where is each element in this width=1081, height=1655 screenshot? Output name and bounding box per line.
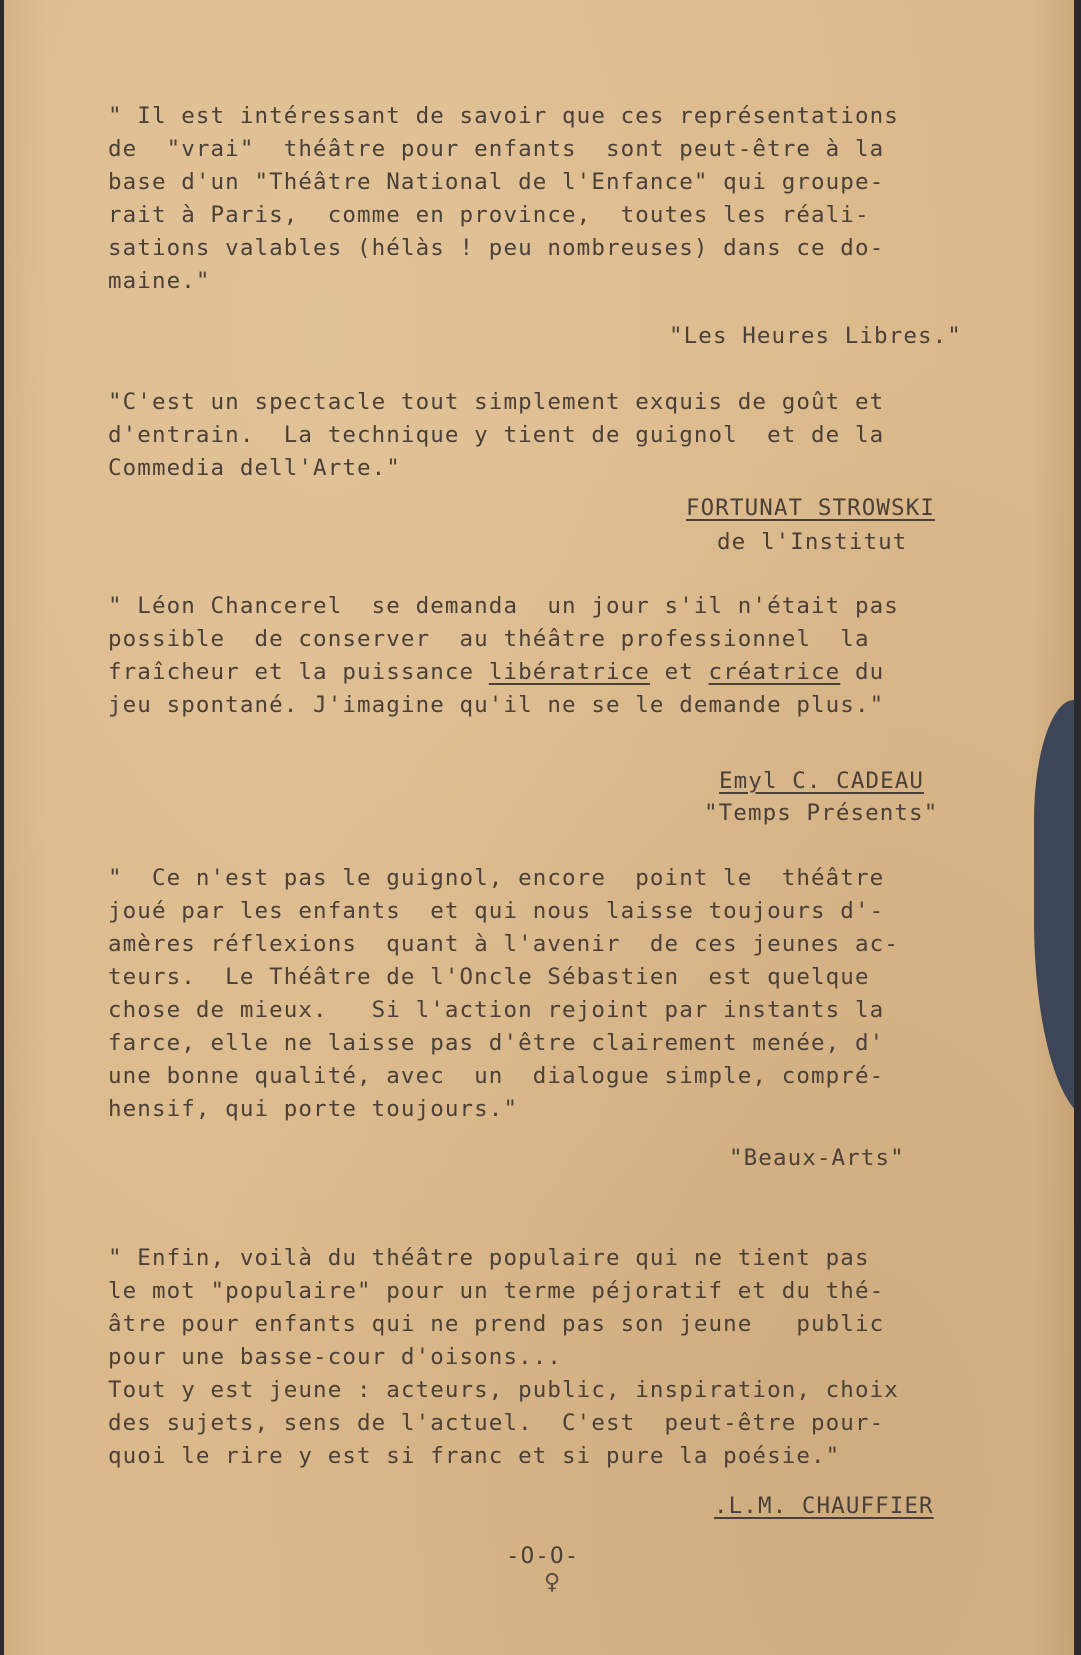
quote-3-author: Emyl C. CADEAU [719,768,925,794]
quote-4-line-6: farce, elle ne laisse pas d'être clairement menée, d' [108,1030,885,1056]
quote-4-line-8: hensif, qui porte toujours." [108,1096,519,1122]
quote-5-line-2: le mot "populaire" pour un terme péjoratif et du thé- [108,1278,885,1304]
quote-1-line-5: sations valables (hélàs ! peu nombreuses) dans ce do- [108,235,885,261]
quote-3-line-1: " Léon Chancerel se demanda un jour s'il n'était pas [108,593,899,619]
quote-3-word-liberatrice: libératrice [488,659,650,685]
quote-5-line-6: des sujets, sens de l'actuel. C'est peut-être pour- [108,1410,885,1436]
quote-1-line-3: base d'un "Théâtre National de l'Enfance" qui groupe- [108,169,885,195]
quote-4-line-1: " Ce n'est pas le guignol, encore point le théâtre [108,865,885,891]
quote-5-line-4: pour une basse-cour d'oisons... [108,1344,563,1370]
quote-5-line-5: Tout y est jeune : acteurs, public, inspiration, choix [108,1377,899,1403]
quote-5-line-3: âtre pour enfants qui ne prend pas son jeune public [108,1311,885,1337]
quote-1-line-4: rait à Paris, comme en province, toutes les réali- [108,202,870,228]
footer-ornament: -O-O- [506,1543,580,1569]
quote-4-line-7: une bonne qualité, avec un dialogue simple, compré- [108,1063,885,1089]
quote-2-line-3: Commedia dell'Arte." [108,455,401,481]
quote-3-publication: "Temps Présents" [704,800,939,826]
quote-2-line-1: "C'est un spectacle tout simplement exquis de goût et [108,389,885,415]
document-page [4,0,1074,1655]
quote-1-line-2: de "vrai" théâtre pour enfants sont peut-être à la [108,136,885,162]
quote-2-affiliation: de l'Institut [717,529,908,555]
quote-3-line-3-part-a: fraîcheur et la puissance [108,659,489,685]
quote-2-line-2: d'entrain. La technique y tient de guignol et de la [108,422,885,448]
quote-3-word-creatrice: créatrice [708,659,841,685]
venus-symbol-icon: ♀ [544,1570,561,1595]
quote-3-line-3-part-c: et [649,659,709,685]
quote-4-line-4: teurs. Le Théâtre de l'Oncle Sébastien est quelque [108,964,870,990]
quote-4-line-3: amères réflexions quant à l'avenir de ces jeunes ac- [108,931,899,957]
quote-4-line-2: joué par les enfants et qui nous laisse toujours d'- [108,898,885,924]
quote-4-source: "Beaux-Arts" [729,1145,905,1171]
quote-5-line-1: " Enfin, voilà du théâtre populaire qui ne tient pas [108,1245,870,1271]
quote-1-line-1: " Il est intéressant de savoir que ces représentations [108,103,899,129]
quote-2-author: FORTUNAT STROWSKI [686,495,935,521]
quote-4-line-5: chose de mieux. Si l'action rejoint par instants la [108,997,885,1023]
quote-3-line-3 [108,656,884,689]
quote-1-source: "Les Heures Libres." [669,323,962,349]
torn-edge [1034,700,1074,1120]
quote-3-line-3-part-e: du [840,659,885,685]
quote-3-line-4: jeu spontané. J'imagine qu'il ne se le demande plus." [108,692,885,718]
quote-3-line-2: possible de conserver au théâtre professionnel la [108,626,870,652]
quote-5-author: .L.M. CHAUFFIER [714,1493,934,1519]
quote-5-line-7: quoi le rire y est si franc et si pure la poésie." [108,1443,841,1469]
quote-1-line-6: maine." [108,268,211,294]
